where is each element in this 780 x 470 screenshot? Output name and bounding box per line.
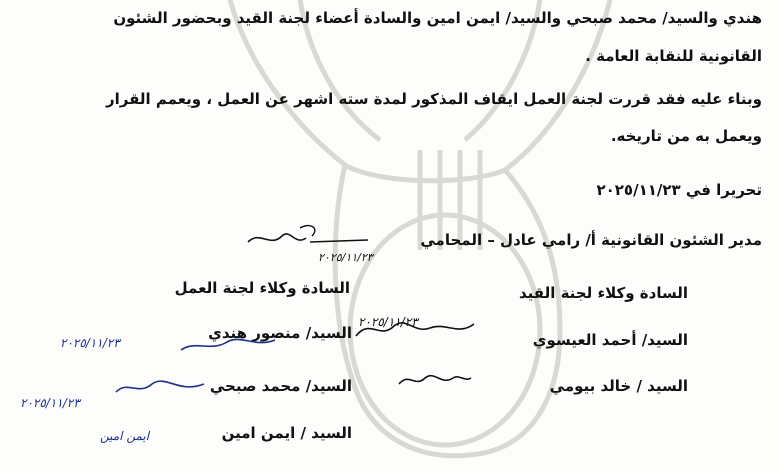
member-issawi: السيد/ أحمد العيسوي: [532, 331, 688, 349]
paragraph-line-4: ويعمل به من تاريخه.: [610, 127, 762, 145]
mansour-signature: [175, 322, 295, 362]
member-bayoumi: السيد / خالد بيومي: [549, 377, 688, 395]
ayman-handwritten-name: ايمن امين: [100, 429, 150, 443]
date-line: تحريرا في ٢٠٢٥/١١/٢٣: [596, 181, 762, 199]
sobhy-signature: [112, 372, 212, 402]
issawi-handwritten-date: ٢٠٢٥/١١/٢٣: [358, 315, 418, 329]
member-ayman: السيد / ايمن امين: [221, 424, 352, 442]
registration-committee-header: السادة وكلاء لجنة القيد: [518, 284, 688, 302]
work-committee-header: السادة وكلاء لجنة العمل: [174, 279, 350, 297]
member-sobhy: السيد/ محمد صبحي: [209, 377, 352, 395]
director-handwritten-date: ٢٠٢٥/١١/٢٣: [318, 251, 373, 264]
legal-director-line: مدير الشئون القانونية أ/ رامي عادل – المحامي: [420, 231, 762, 249]
member-mansour: السيد/ منصور هندي: [208, 324, 352, 342]
paragraph-line-1: هندي والسيد/ محمد صبحي والسيد/ ايمن امين والسادة أعضاء لجنة القيد وبحضور الشئون: [113, 9, 762, 27]
paragraph-line-2: القانونية للنقابة العامة .: [585, 47, 762, 65]
bayoumi-signature: [395, 368, 475, 392]
sobhy-handwritten-date: ٢٠٢٥/١١/٢٣: [20, 396, 80, 410]
mansour-handwritten-date: ٢٠٢٥/١١/٢٣: [60, 336, 120, 350]
paragraph-line-3: وبناء عليه فقد قررت لجنة العمل ايقاف المذكور لمدة سته اشهر عن العمل ، ويعمم القرار: [105, 90, 762, 108]
